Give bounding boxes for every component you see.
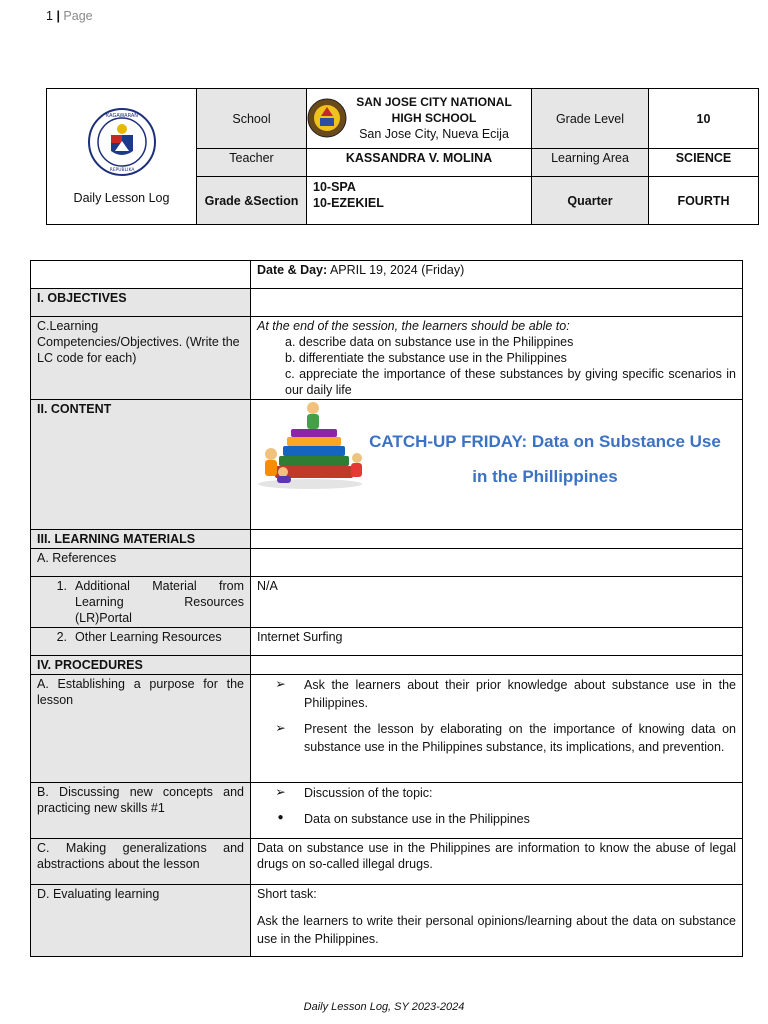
procedure-b-item: ● Data on substance use in the Philippines	[257, 810, 736, 828]
procedure-d-label: D. Evaluating learning	[31, 885, 251, 957]
arrow-icon: ➢	[275, 785, 286, 799]
procedure-a-cell	[251, 675, 743, 783]
school-seal-icon	[307, 96, 347, 140]
svg-text:KAGAWARAN: KAGAWARAN	[105, 113, 138, 119]
footer: Daily Lesson Log, SY 2023-2024	[303, 1001, 465, 1013]
page-word: Page	[63, 9, 93, 23]
school-location: San Jose City, Nueva Ecija	[359, 127, 509, 141]
catch-up-title-line-2: in the Phillippines	[472, 467, 618, 486]
deped-logo-cell	[47, 89, 197, 225]
school-name: SAN JOSE CITY NATIONAL HIGH SCHOOL	[356, 95, 512, 125]
school-label: School	[197, 89, 307, 149]
reference-2-value: Internet Surfing	[251, 628, 743, 656]
arrow-icon: ➢	[275, 721, 286, 735]
objective-item: a. describe data on substance use in the Philippines	[285, 335, 574, 349]
date-value: APRIL 19, 2024 (Friday)	[327, 263, 465, 277]
date-cell	[251, 261, 743, 289]
procedure-d-cell	[251, 885, 743, 957]
procedure-a-item: ➢ Ask the learners about their prior knowledge about substance use in the Philippines.	[257, 676, 736, 712]
school-cell	[307, 89, 532, 149]
competencies-label: C.Learning Competencies/Objectives. (Write the LC code for each)	[31, 317, 251, 400]
reference-2-number: 2.	[56, 630, 67, 644]
arrow-icon: ➢	[275, 677, 286, 691]
lesson-table	[30, 260, 743, 957]
procedure-a-label: A. Establishing a purpose for the lesson	[31, 675, 251, 783]
procedures-heading: IV. PROCEDURES	[31, 656, 251, 675]
reference-1-label: Additional Material from Learning Resources (LR)Portal	[75, 579, 244, 625]
objective-item: c. appreciate the importance of these substances by giving specific scenarios in our daily life	[285, 367, 736, 397]
procedure-d-value: Ask the learners to write their personal opinions/learning about the data on substance use in the Philippines.	[257, 914, 736, 946]
grade-section-label: Grade &Section	[197, 177, 307, 225]
procedure-b-cell	[251, 783, 743, 839]
quarter-label: Quarter	[532, 177, 649, 225]
daily-lesson-log-title: Daily Lesson Log	[73, 191, 170, 205]
procedure-c-value: Data on substance use in the Philippines are information to know the abuse of legal drugs on so-called illegal drugs.	[251, 839, 743, 885]
reference-2-label: Other Learning Resources	[75, 630, 222, 644]
references-label: A. References	[31, 549, 251, 577]
quarter-value: FOURTH	[649, 177, 759, 225]
date-label: Date & Day:	[257, 263, 328, 277]
objective-item: b. differentiate the substance use in the Philippines	[285, 351, 567, 365]
objectives-cell	[251, 317, 743, 400]
teacher-value: KASSANDRA V. MOLINA	[307, 149, 532, 177]
content-cell	[251, 400, 743, 530]
learning-area-value: SCIENCE	[649, 149, 759, 177]
grade-level-label: Grade Level	[532, 89, 649, 149]
page-header	[46, 9, 93, 23]
blank-cell	[31, 261, 251, 289]
objectives-heading: I. OBJECTIVES	[31, 289, 251, 317]
procedure-c-label: C. Making generalizations and abstractions about the lesson	[31, 839, 251, 885]
reference-1-label-cell	[31, 577, 251, 628]
teacher-label: Teacher	[197, 149, 307, 177]
procedure-b-label: B. Discussing new concepts and practicing new skills #1	[31, 783, 251, 839]
grade-level-value: 10	[649, 89, 759, 149]
reference-2-label-cell	[31, 628, 251, 656]
materials-heading: III. LEARNING MATERIALS	[31, 530, 251, 549]
reference-1-number: 1.	[56, 579, 67, 593]
svg-text:REPUBLIKA: REPUBLIKA	[109, 168, 134, 173]
section-2: 10-EZEKIEL	[313, 196, 384, 210]
learning-area-label: Learning Area	[532, 149, 649, 177]
bullet-icon: ●	[277, 812, 284, 823]
page-number: 1	[46, 9, 53, 23]
section-1: 10-SPA	[313, 180, 356, 194]
header-table	[46, 88, 759, 225]
short-task-label: Short task:	[257, 887, 317, 901]
procedure-a-item: ➢ Present the lesson by elaborating on the importance of knowing data on substance use in the Philippines substance, its implications, and prevention.	[257, 720, 736, 756]
reference-1-value: N/A	[251, 577, 743, 628]
deped-seal-icon	[87, 107, 157, 177]
objectives-intro: At the end of the session, the learners should be able to:	[257, 319, 570, 333]
page-separator: |	[56, 9, 60, 23]
content-heading: II. CONTENT	[31, 400, 251, 530]
grade-section-value	[307, 177, 532, 225]
procedure-b-item: ➢ Discussion of the topic:	[257, 784, 736, 802]
catch-up-title-line-1: CATCH-UP FRIDAY: Data on Substance Use	[369, 432, 721, 451]
